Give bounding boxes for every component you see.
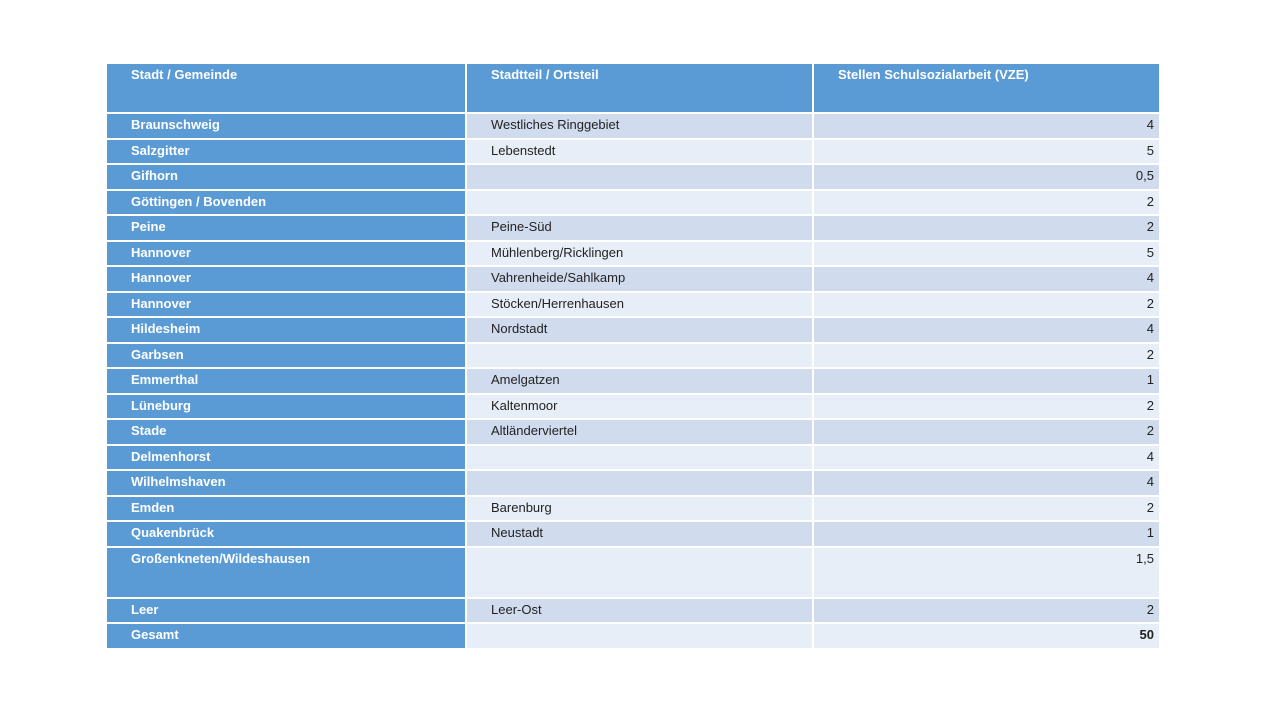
header-district: Stadtteil / Ortsteil xyxy=(466,63,813,113)
city-cell: Stade xyxy=(106,419,466,445)
positions-cell: 4 xyxy=(813,445,1160,471)
positions-cell: 2 xyxy=(813,190,1160,216)
positions-cell: 2 xyxy=(813,496,1160,522)
district-cell: Barenburg xyxy=(466,496,813,522)
table-row xyxy=(106,113,1160,139)
header-positions: Stellen Schulsozialarbeit (VZE) xyxy=(813,63,1160,113)
district-cell: Peine-Süd xyxy=(466,215,813,241)
positions-cell: 5 xyxy=(813,241,1160,267)
district-cell: Vahrenheide/Sahlkamp xyxy=(466,266,813,292)
district-cell xyxy=(466,343,813,369)
city-cell: Quakenbrück xyxy=(106,521,466,547)
positions-cell: 4 xyxy=(813,113,1160,139)
district-cell xyxy=(466,164,813,190)
table-row xyxy=(106,368,1160,394)
table-row xyxy=(106,215,1160,241)
city-cell: Emden xyxy=(106,496,466,522)
positions-cell: 2 xyxy=(813,343,1160,369)
table-row xyxy=(106,241,1160,267)
city-cell: Hannover xyxy=(106,292,466,318)
district-cell xyxy=(466,190,813,216)
city-cell: Hannover xyxy=(106,266,466,292)
positions-cell: 4 xyxy=(813,266,1160,292)
district-cell: Stöcken/Herrenhausen xyxy=(466,292,813,318)
positions-cell: 4 xyxy=(813,317,1160,343)
city-cell: Lüneburg xyxy=(106,394,466,420)
positions-cell: 1,5 xyxy=(813,547,1160,598)
city-cell: Peine xyxy=(106,215,466,241)
table-row xyxy=(106,394,1160,420)
table-row xyxy=(106,445,1160,471)
positions-cell: 2 xyxy=(813,419,1160,445)
positions-cell: 5 xyxy=(813,139,1160,165)
positions-cell: 0,5 xyxy=(813,164,1160,190)
city-cell: Wilhelmshaven xyxy=(106,470,466,496)
table-row xyxy=(106,343,1160,369)
table-row xyxy=(106,266,1160,292)
positions-cell: 2 xyxy=(813,598,1160,624)
positions-cell: 2 xyxy=(813,394,1160,420)
table-row xyxy=(106,317,1160,343)
city-cell: Salzgitter xyxy=(106,139,466,165)
district-cell: Leer-Ost xyxy=(466,598,813,624)
district-cell: Kaltenmoor xyxy=(466,394,813,420)
positions-cell: 2 xyxy=(813,215,1160,241)
table-row xyxy=(106,419,1160,445)
positions-table-container xyxy=(105,62,1159,650)
city-cell: Leer xyxy=(106,598,466,624)
city-cell: Garbsen xyxy=(106,343,466,369)
table-row xyxy=(106,190,1160,216)
district-cell: Nordstadt xyxy=(466,317,813,343)
table-row xyxy=(106,496,1160,522)
district-cell xyxy=(466,470,813,496)
city-cell: Gifhorn xyxy=(106,164,466,190)
city-cell: Emmerthal xyxy=(106,368,466,394)
district-cell: Altländerviertel xyxy=(466,419,813,445)
city-cell: Hildesheim xyxy=(106,317,466,343)
table-row xyxy=(106,292,1160,318)
table-row xyxy=(106,139,1160,165)
district-cell: Neustadt xyxy=(466,521,813,547)
table-row xyxy=(106,521,1160,547)
city-cell: Hannover xyxy=(106,241,466,267)
city-cell: Delmenhorst xyxy=(106,445,466,471)
city-cell: Braunschweig xyxy=(106,113,466,139)
positions-cell: 2 xyxy=(813,292,1160,318)
header-city: Stadt / Gemeinde xyxy=(106,63,466,113)
total-district-cell xyxy=(466,623,813,649)
positions-table xyxy=(105,62,1161,650)
positions-cell: 1 xyxy=(813,368,1160,394)
district-cell: Mühlenberg/Ricklingen xyxy=(466,241,813,267)
table-row xyxy=(106,547,1160,598)
city-cell: Großenkneten/Wildeshausen xyxy=(106,547,466,598)
district-cell: Lebenstedt xyxy=(466,139,813,165)
positions-cell: 1 xyxy=(813,521,1160,547)
positions-cell: 4 xyxy=(813,470,1160,496)
table-row xyxy=(106,470,1160,496)
table-row xyxy=(106,598,1160,624)
district-cell: Amelgatzen xyxy=(466,368,813,394)
header-row xyxy=(106,63,1160,113)
total-row xyxy=(106,623,1160,649)
district-cell: Westliches Ringgebiet xyxy=(466,113,813,139)
district-cell xyxy=(466,547,813,598)
total-positions-cell: 50 xyxy=(813,623,1160,649)
total-city-cell: Gesamt xyxy=(106,623,466,649)
city-cell: Göttingen / Bovenden xyxy=(106,190,466,216)
table-row xyxy=(106,164,1160,190)
district-cell xyxy=(466,445,813,471)
